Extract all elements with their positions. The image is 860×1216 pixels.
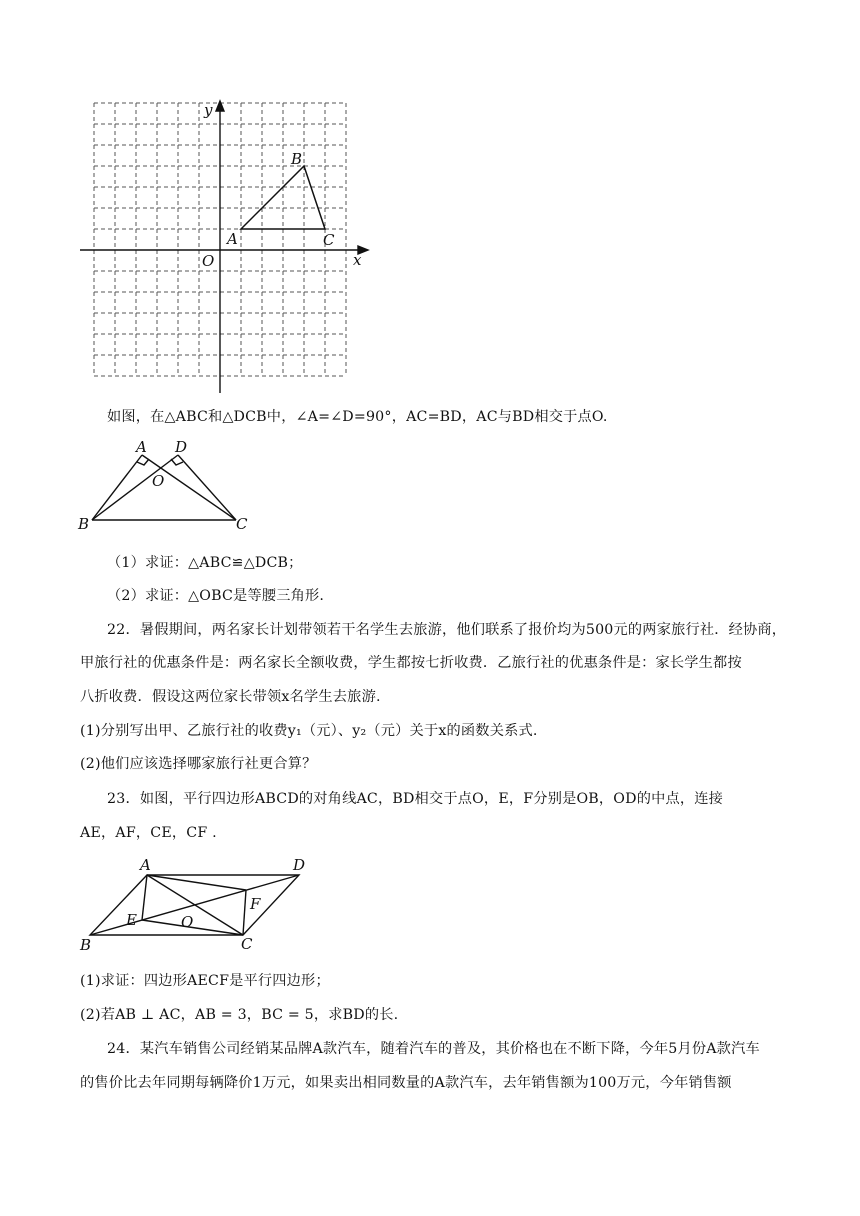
q22-line3: 八折收费．假设这两位家长带领x名学生去旅游. (80, 689, 381, 705)
q21-statement (107, 406, 608, 426)
q23-label-d: D (293, 856, 306, 874)
q23-label-o: O (181, 913, 194, 931)
q23-label-f: F (250, 895, 261, 913)
q23-label-e: E (126, 911, 137, 929)
q23-label-a: A (140, 856, 151, 874)
q23-figure (74, 854, 324, 954)
q23-line1: 23．如图，平行四边形ABCD的对角线AC，BD相交于点O，E，F分别是OB，OD的中点，连接 (107, 791, 724, 807)
q22-line1: 22．暑假期间，两名家长计划带领若干名学生去旅游，他们联系了报价均为500元的两家旅行社．经协商， (107, 622, 787, 638)
q23-part1: (1)求证：四边形AECF是平行四边形； (80, 973, 330, 989)
point-label-b: B (291, 150, 303, 168)
q23-part2: (2)若AB ⊥ AC，AB = 3，BC = 5，求BD的长. (80, 1007, 399, 1023)
q23-line2: AE，AF，CE，CF . (80, 825, 217, 841)
q23-label-c: C (241, 935, 253, 953)
q21-label-a: A (136, 440, 147, 456)
q24-line2: 的售价比去年同期每辆降价1万元，如果卖出相同数量的A款汽车，去年销售额为100万元，今年销售额 (80, 1075, 732, 1091)
point-label-a: A (227, 230, 238, 248)
segment-cf (243, 890, 246, 935)
origin-label: O (202, 252, 215, 270)
y-axis-label: y (204, 101, 213, 119)
diagonal-bd (90, 875, 299, 935)
q21-part2: （2）求证：△OBC是等腰三角形. (107, 588, 325, 604)
q21-text: 如图，在△ABC和△DCB中，∠A=∠D=90°，AC=BD，AC与BD相交于点O. (107, 409, 608, 425)
q21-label-b: B (78, 515, 90, 533)
point-label-c: C (323, 231, 335, 249)
q21-part1: （1）求证：△ABC≌△DCB； (107, 555, 303, 571)
q21-figure (74, 440, 264, 535)
x-axis-label: x (353, 251, 362, 269)
q24-line1: 24．某汽车销售公司经销某品牌A款汽车，随着汽车的普及，其价格也在不断下降，今年5月份A款汽车 (107, 1041, 760, 1057)
q21-label-c: C (236, 515, 248, 533)
segment-af (147, 875, 246, 890)
q22-part2: (2)他们应该选择哪家旅行社更合算？ (80, 756, 317, 772)
q23-label-b: B (80, 936, 92, 954)
q22-line2: 甲旅行社的优惠条件是：两名家长全额收费，学生都按七折收费．乙旅行社的优惠条件是：家长学生都按 (80, 655, 742, 671)
q21-label-o: O (152, 472, 165, 490)
segment-ae (142, 875, 147, 920)
coordinate-grid-figure (70, 95, 380, 400)
q22-part1: (1)分别写出甲、乙旅行社的收费y₁（元）、y₂（元）关于x的函数关系式. (80, 723, 538, 739)
q21-label-d: D (175, 440, 188, 456)
right-angle-mark-d (171, 459, 183, 465)
segment-dc (178, 455, 236, 520)
